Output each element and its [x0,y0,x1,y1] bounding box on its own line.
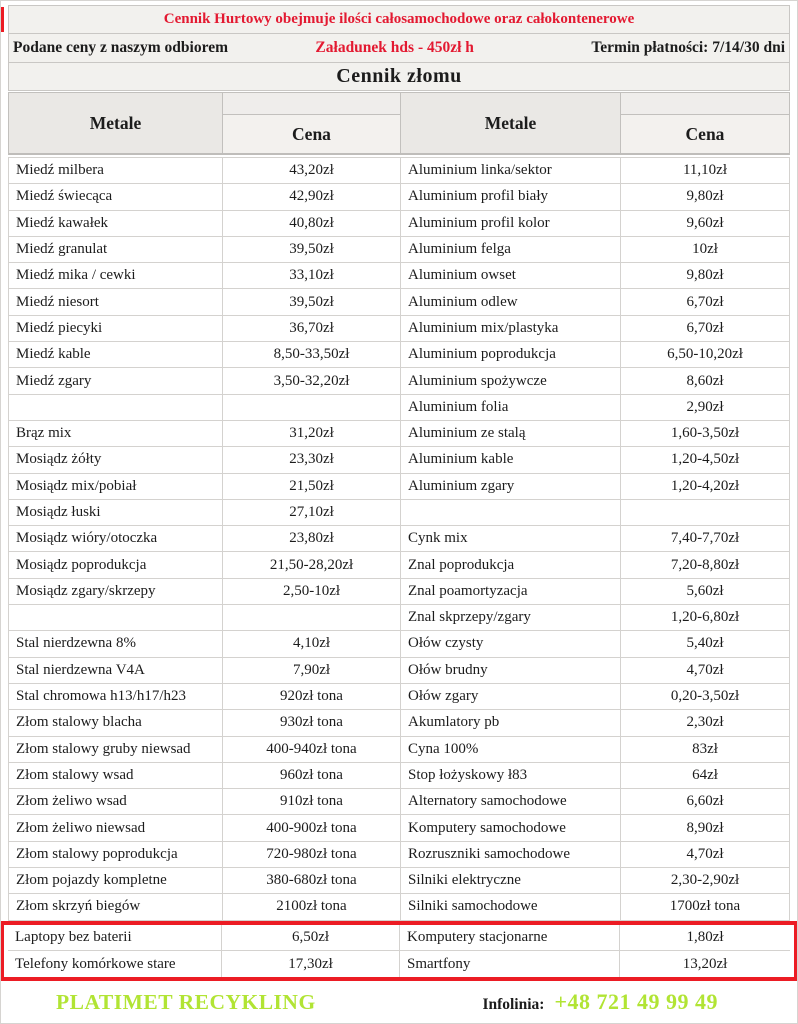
metal-name: Złom skrzyń biegów [9,894,223,920]
metal-name: Aluminium poprodukcja [401,342,621,368]
metal-name: Miedź świecąca [9,184,223,210]
metal-price: 23,30zł [223,447,401,473]
metal-name: Mosiądz zgary/skrzepy [9,579,223,605]
metal-name: Mosiądz wióry/otoczka [9,526,223,552]
table-row [9,815,789,841]
metal-price: 1,60-3,50zł [621,421,789,447]
metal-name: Telefony komórkowe stare [8,951,222,977]
top-banner [8,5,790,91]
metal-price: 9,60zł [621,211,789,237]
metal-name: Znal poprodukcja [401,552,621,578]
metal-price: 13,20zł [620,951,790,977]
metal-name: Smartfony [400,951,620,977]
table-row [9,474,789,500]
metal-name: Mosiądz mix/pobiał [9,474,223,500]
metal-name: Komputery stacjonarne [400,925,620,951]
metal-price: 2100zł tona [223,894,401,920]
metal-name: Miedź kable [9,342,223,368]
metal-name: Miedź granulat [9,237,223,263]
metal-name [401,500,621,526]
metal-name: Aluminium kable [401,447,621,473]
metal-name: Aluminium mix/plastyka [401,316,621,342]
metal-name: Rozruszniki samochodowe [401,842,621,868]
metal-price: 1,20-4,50zł [621,447,789,473]
metal-price: 2,50-10zł [223,579,401,605]
metal-price: 1,80zł [620,925,790,951]
table-row [9,631,789,657]
metal-name: Akumlatory pb [401,710,621,736]
metal-price: 2,30-2,90zł [621,868,789,894]
metal-price: 4,70zł [621,842,789,868]
metal-price: 2,90zł [621,395,789,421]
metal-name: Silniki elektryczne [401,868,621,894]
metal-name: Miedź niesort [9,289,223,315]
metal-name: Aluminium ze stalą [401,421,621,447]
metal-name: Aluminium folia [401,395,621,421]
table-row [9,526,789,552]
metal-price [223,395,401,421]
metal-name: Aluminium profil kolor [401,211,621,237]
page-title: Cennik złomu [336,65,462,87]
header-cena-left: Cena [223,115,401,153]
metal-price: 960zł tona [223,763,401,789]
metal-name: Miedź milbera [9,158,223,184]
metal-name: Miedź mika / cewki [9,263,223,289]
metal-price: 83zł [621,737,789,763]
table-row [9,579,789,605]
wholesale-notice: Cennik Hurtowy obejmuje ilości całosamochodowe oraz całokontenerowe [163,11,635,27]
metal-name: Cynk mix [401,526,621,552]
company-name: PLATIMET RECYKLING [56,989,316,1014]
metal-name: Złom pojazdy kompletne [9,868,223,894]
metal-price: 6,70zł [621,316,789,342]
table-row [8,951,790,977]
metal-price: 39,50zł [223,289,401,315]
table-row [9,552,789,578]
metal-name: Stal chromowa h13/h17/h23 [9,684,223,710]
table-row [9,342,789,368]
metal-price: 21,50-28,20zł [223,552,401,578]
metal-name: Ołów brudny [401,658,621,684]
metal-name: Stal nierdzewna V4A [9,658,223,684]
table-row [9,763,789,789]
metal-price: 10zł [621,237,789,263]
metal-name: Aluminium zgary [401,474,621,500]
metal-price: 23,80zł [223,526,401,552]
metal-price: 1,20-4,20zł [621,474,789,500]
metal-price: 6,50-10,20zł [621,342,789,368]
table-row [9,421,789,447]
header-metale-right: Metale [401,93,621,153]
table-row [8,925,790,951]
metal-price: 0,20-3,50zł [621,684,789,710]
metal-price: 43,20zł [223,158,401,184]
header-cena-left-spacer [223,93,401,115]
metal-name: Ołów zgary [401,684,621,710]
metal-price: 31,20zł [223,421,401,447]
metal-price: 4,70zł [621,658,789,684]
metal-price: 7,90zł [223,658,401,684]
loading-fee-notice: Załadunek hds - 450zł h [315,39,474,56]
metal-price: 2,30zł [621,710,789,736]
metal-price: 720-980zł tona [223,842,401,868]
metal-price: 400-900zł tona [223,815,401,841]
table-row [9,894,789,920]
metal-price: 6,60zł [621,789,789,815]
metal-name: Laptopy bez baterii [8,925,222,951]
metal-price: 33,10zł [223,263,401,289]
metal-price: 11,10zł [621,158,789,184]
metal-name: Silniki samochodowe [401,894,621,920]
metal-price: 8,50-33,50zł [223,342,401,368]
table-row [9,316,789,342]
metal-name: Złom żeliwo wsad [9,789,223,815]
table-row [9,789,789,815]
metal-price: 1700zł tona [621,894,789,920]
table-header [8,92,790,155]
metal-name: Stop łożyskowy ł83 [401,763,621,789]
table-row [9,184,789,210]
metal-price: 910zł tona [223,789,401,815]
metal-price [223,605,401,631]
metal-price: 1,20-6,80zł [621,605,789,631]
metal-name: Aluminium profil biały [401,184,621,210]
infoline [482,989,718,1015]
metal-name: Znal poamortyzacja [401,579,621,605]
metal-price: 6,70zł [621,289,789,315]
table-row [9,368,789,394]
metal-price: 8,60zł [621,368,789,394]
metal-price: 40,80zł [223,211,401,237]
table-row [9,395,789,421]
infoline-phone-number: +48 721 49 99 49 [554,989,718,1015]
metal-name: Miedź zgary [9,368,223,394]
metal-price: 400-940zł tona [223,737,401,763]
metal-price: 5,60zł [621,579,789,605]
metal-price: 4,10zł [223,631,401,657]
table-row [9,237,789,263]
metal-name: Mosiądz łuski [9,500,223,526]
metal-name: Złom stalowy poprodukcja [9,842,223,868]
metal-price: 7,20-8,80zł [621,552,789,578]
metal-name: Złom stalowy gruby niewsad [9,737,223,763]
table-row [9,211,789,237]
table-row [9,868,789,894]
metal-price: 42,90zł [223,184,401,210]
table-row [9,842,789,868]
footer [8,981,790,1023]
metal-name: Złom żeliwo niewsad [9,815,223,841]
metal-name [9,395,223,421]
header-cena-right-spacer [621,93,789,115]
metal-price: 27,10zł [223,500,401,526]
metal-name: Brąz mix [9,421,223,447]
header-metale-left: Metale [9,93,223,153]
metal-name: Stal nierdzewna 8% [9,631,223,657]
metal-price: 39,50zł [223,237,401,263]
metal-name [9,605,223,631]
metal-price: 920zł tona [223,684,401,710]
table-row [9,658,789,684]
metal-name: Miedź piecyki [9,316,223,342]
table-row [9,289,789,315]
table-row [9,263,789,289]
metal-name: Aluminium odlew [401,289,621,315]
pickup-notice: Podane ceny z naszym odbiorem [13,39,228,56]
metal-price: 380-680zł tona [223,868,401,894]
metal-price: 17,30zł [222,951,400,977]
header-cena-right: Cena [621,115,789,153]
highlighted-prices-box [0,921,798,982]
metal-name: Złom stalowy wsad [9,763,223,789]
metal-name: Aluminium owset [401,263,621,289]
metal-price: 6,50zł [222,925,400,951]
table-row [9,737,789,763]
infoline-label: Infolinia: [482,996,545,1014]
metal-name: Aluminium spożywcze [401,368,621,394]
metal-price: 8,90zł [621,815,789,841]
metal-price: 9,80zł [621,263,789,289]
table-row [9,500,789,526]
metal-price: 5,40zł [621,631,789,657]
table-row [9,710,789,736]
metal-price: 9,80zł [621,184,789,210]
metal-price [621,500,789,526]
metal-price: 7,40-7,70zł [621,526,789,552]
metal-price: 3,50-32,20zł [223,368,401,394]
metal-name: Komputery samochodowe [401,815,621,841]
metal-name: Cyna 100% [401,737,621,763]
metal-price: 64zł [621,763,789,789]
table-row [9,158,789,184]
metal-name: Aluminium felga [401,237,621,263]
metal-price: 21,50zł [223,474,401,500]
metal-name: Aluminium linka/sektor [401,158,621,184]
metal-name: Ołów czysty [401,631,621,657]
metal-name: Znal skprzepy/zgary [401,605,621,631]
table-row [9,684,789,710]
metal-price: 36,70zł [223,316,401,342]
metal-price: 930zł tona [223,710,401,736]
red-edge-artifact [1,7,4,32]
table-row [9,605,789,631]
payment-terms: Termin płatności: 7/14/30 dni [591,39,785,56]
metal-name: Mosiądz poprodukcja [9,552,223,578]
banner-row-wholesale [9,6,789,34]
metal-name: Mosiądz żółty [9,447,223,473]
metal-name: Złom stalowy blacha [9,710,223,736]
table-row [9,447,789,473]
metal-name: Miedź kawałek [9,211,223,237]
banner-row-terms [9,34,789,63]
price-table-body [8,157,790,921]
metal-name: Alternatory samochodowe [401,789,621,815]
banner-row-title [9,63,789,91]
